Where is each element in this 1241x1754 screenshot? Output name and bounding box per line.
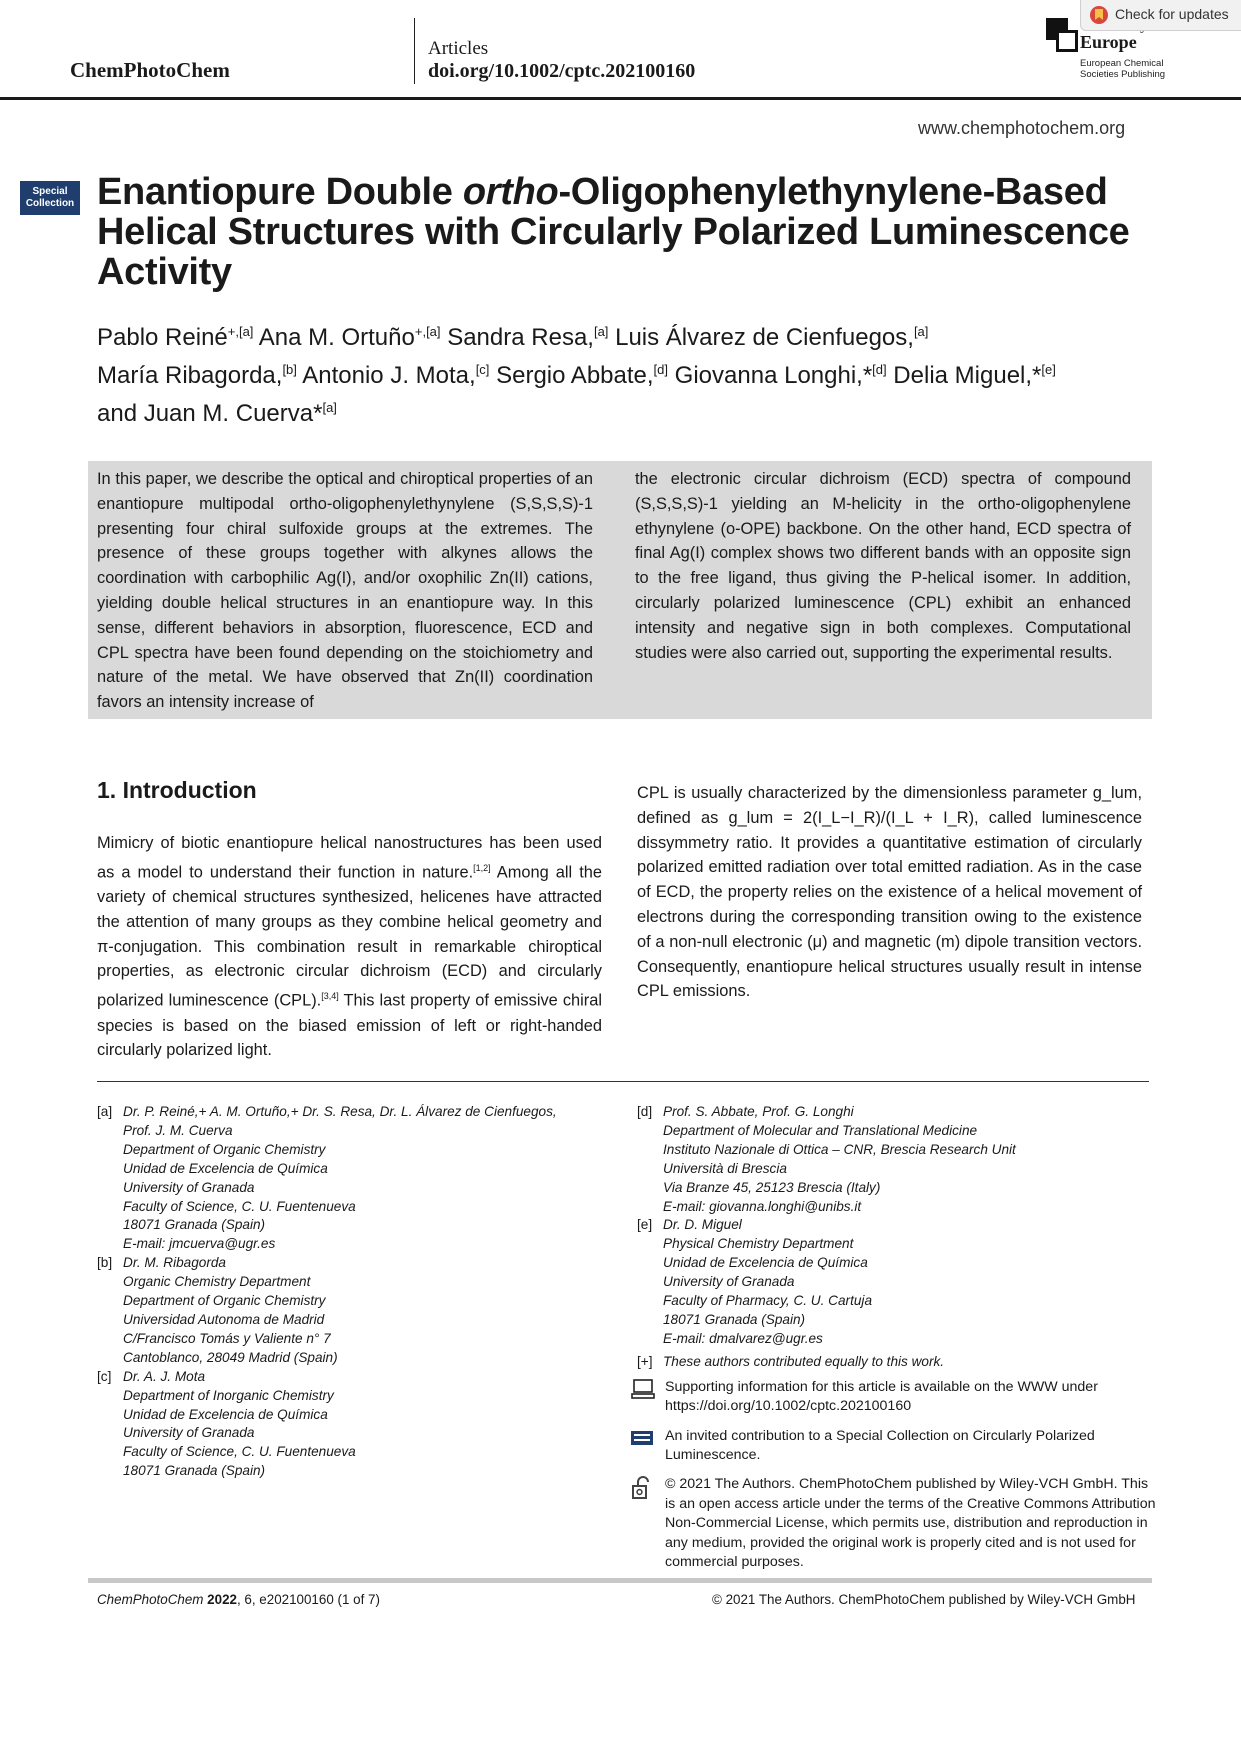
journal-website-link[interactable]: www.chemphotochem.org [918,118,1126,138]
affiliations-right [637,1103,1157,1572]
affiliation-d: [d] Prof. S. Abbate, Prof. G. Longhi Department of Molecular and Translational Medicine Instituto Nazionale di Ottica – CNR, Brescia Research Unit Università di Brescia Via Branze 45, 25123 Brescia (Italy) E-mail: giovanna.longhi@unibs.it [637,1103,1157,1216]
abstract-right-column: the electronic circular dichroism (ECD) spectra of compound (S,S,S,S)-1 yielding an M-helicity in the ortho-oligophenylene ethynylene (o-OPE) backbone. On the other hand, ECD spectra of final Ag(I) complex shows two different bands with an opposite sign to the free ligand, thus giving the P-helical isomer. In addition, circularly polarized luminescence (CPL) exhibit an enhanced intensity and negative sign in both complexes. Computational studies were also carried out, supporting the experimental results. [635,470,1131,662]
special-collection-badge-icon [631,1431,653,1445]
logo-name: Europe [1080,32,1137,52]
affiliation-e: [e] Dr. D. Miguel Physical Chemistry Department Unidad de Excelencia de Química University of Granada Faculty of Pharmacy, C. U. Cartuja 18071 Granada (Spain) E-mail: dmalvarez@ugr.es [637,1216,1157,1348]
special-collection-note: An invited contribution to a Special Collection on Circularly Polarized Luminescence. [637,1427,1157,1466]
abstract-left-column: In this paper, we describe the optical and chiroptical properties of an enantiopure multipodal ortho-oligophenylethynylene (S,S,S,S)-1 presenting four chiral sulfoxide groups at the extremes. The presence of these groups together with alkynes allows the coordination with carbophilic Ag(I), and/or oxophilic Zn(II) cations, yielding double helical structures in an enantiopure way. In this sense, different behaviors in absorption, fluorescence, ECD and CPL spectra have been found depending on the stoichiometry and nature of the metal. We have observed that Zn(II) coordination favors an intensity increase of [97,470,593,712]
header-divider [414,18,415,84]
affiliation-c: [c] Dr. A. J. Mota Department of Inorganic Chemistry Unidad de Excelencia de Química University of Granada Faculty of Science, C. U. Fuentenueva 18071 Granada (Spain) [97,1368,356,1479]
crossmark-icon [1089,5,1109,25]
affiliation-b: [b] Dr. M. Ribagorda Organic Chemistry Department Department of Organic Chemistry Universidad Autonoma de Madrid C/Francisco Tomás y Valiente n° 7 Cantoblanco, 28049 Madrid (Spain) [97,1255,338,1365]
footer-copyright: © 2021 The Authors. ChemPhotoChem published by Wiley-VCH GmbH [712,1592,1136,1607]
citation-ref[interactable]: [1,2] [473,862,491,873]
check-for-updates-label: Check for updates [1115,6,1229,22]
footnote-rule [97,1081,1149,1082]
abstract-box [88,461,1152,719]
introduction-right-column: CPL is usually characterized by the dimensionless parameter g_lum, defined as g_lum = 2(I_L−I_R)/(I_L + I_R), called luminescence dissymmetry ratio. It provides a quantitative estimation of circularly polarized emitted radiation over total emitted radiation. As in the case of ECD, the property relies on the existence of a helical movement of electrons during the corresponding transition owing to the existence of a non-null electronic (μ) and magnetic (m) dipole transition vectors. Consequently, enantiopure helical structures usually result in intense CPL emissions. [637,784,1142,1001]
footer-rule [88,1578,1152,1583]
logo-square-outline-icon [1056,30,1078,52]
email-link[interactable]: E-mail: jmcuerva@ugr.es [123,1236,276,1252]
logo-subtitle: European Chemical Societies Publishing [1080,58,1166,80]
computer-icon [631,1379,655,1399]
affiliation-a: [a] Dr. P. Reiné,+ A. M. Ortuño,+ Dr. S. Resa, Dr. L. Álvarez de Cienfuegos, Prof. J. M. Cuerva Department of Organic Chemistry Unidad de Excelencia de Química University of Granada Faculty of Science, C. U. Fuentenueva 18071 Granada (Spain) E-mail: jmcuerva@ugr.es [97,1103,567,1254]
open-access-lock-icon [631,1476,651,1500]
citation-ref[interactable]: [3,4] [321,991,339,1002]
special-collection-badge: Special Collection [20,181,80,215]
header-rule [0,97,1241,100]
license-note: © 2021 The Authors. ChemPhotoChem published by Wiley-VCH GmbH. This is an open access article under the terms of the Creative Commons Attribution Non-Commercial License, which permits use, distribution and reproduction in any medium, provided the original work is properly cited and is not used for commercial purposes. [637,1475,1157,1572]
introduction-heading: 1. Introduction [97,777,257,803]
article-section: Articles [428,38,489,59]
supporting-info-note [637,1378,1157,1417]
check-for-updates-button[interactable] [1080,0,1241,31]
author-list: Pablo Reiné$^{+,[a]}$ Ana M. Ortuño$^{+,[a]}$ Sandra Resa,[a] Luis Álvarez de Cienfuegos,[a] María Ribagorda,[b] Antonio J. Mota,[c] Sergio Abbate,[d] Giovanna Longhi,*[d] Delia Miguel,*[e] and Juan M. Cuerva*[a] [97,324,1056,427]
affiliations-left [97,1103,567,1481]
introduction-left-column: Mimicry of biotic enantiopure helical nanostructures has been used as a model to understand their function in nature.[1,2] Among all the variety of chemical structures synthesized, helicenes have attracted the attention of many groups as they combine helical geometry and π-conjugation. This combination result in remarkable chiroptical properties, as electronic circular dichroism (ECD) and circularly polarized luminescence (CPL).[3,4] This last property of emissive chiral species is based on the biased emission of left or right-handed circularly polarized light. [97,834,603,1060]
supporting-info-link[interactable]: Supporting information for this article is available on the WWW under https://doi.org/10.1002/cptc.202100160 [665,1378,1098,1415]
email-link[interactable]: E-mail: giovanna.longhi@unibs.it [663,1198,862,1214]
footer-citation: ChemPhotoChem 2022, 6, e202100160 (1 of 7) [97,1592,380,1607]
email-link[interactable]: E-mail: dmalvarez@ugr.es [663,1330,823,1346]
article-doi-link[interactable]: doi.org/10.1002/cptc.202100160 [428,60,696,82]
journal-name: ChemPhotoChem [70,58,230,82]
article-title: Enantiopure Double ortho-Oligophenylethynylene-Based Helical Structures with Circularly Polarized Luminescence Activity [97,171,1130,293]
equal-contribution-note: [+] These authors contributed equally to this work. [637,1353,945,1369]
